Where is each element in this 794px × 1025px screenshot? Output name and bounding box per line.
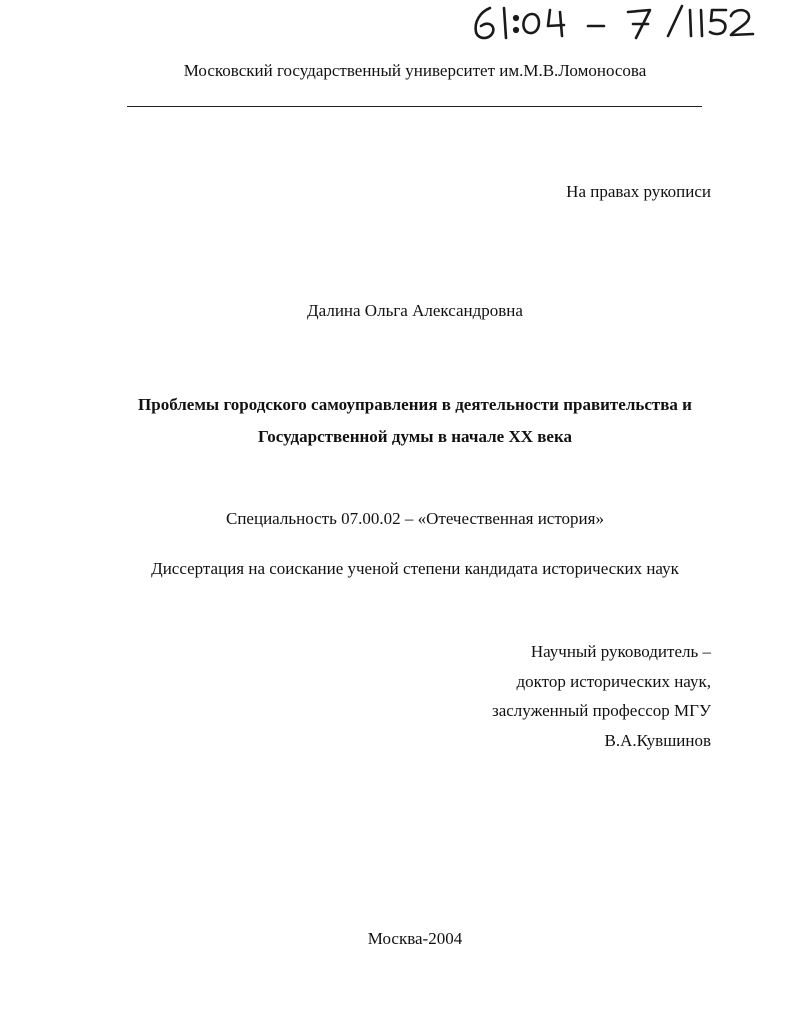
- supervisor-title: заслуженный профессор МГУ: [492, 701, 711, 720]
- dissertation-title: [0, 389, 794, 453]
- university-name: Московский государственный университет им.М.В.Ломоносова: [183, 61, 647, 80]
- supervisor-name: В.А.Кувшинов: [604, 730, 711, 750]
- city-year: Москва-2004: [367, 929, 463, 948]
- manuscript-rights-note: На правах рукописи: [566, 182, 711, 201]
- specialty-line: Специальность 07.00.02 – «Отечественная история»: [226, 509, 604, 528]
- header-divider: [127, 106, 702, 107]
- handwritten-archive-number: [468, 2, 758, 44]
- degree-line: Диссертация на соискание ученой степени кандидата исторических наук: [151, 559, 679, 578]
- title-line-2: Государственной думы в начале XX века: [257, 427, 573, 446]
- supervisor-block: [492, 637, 711, 755]
- supervisor-role: Научный руководитель –: [530, 642, 711, 661]
- supervisor-degree: доктор исторических наук,: [516, 671, 711, 691]
- author-name: Далина Ольга Александровна: [307, 301, 523, 320]
- title-line-1: Проблемы городского самоуправления в деятельности правительства и: [138, 395, 692, 414]
